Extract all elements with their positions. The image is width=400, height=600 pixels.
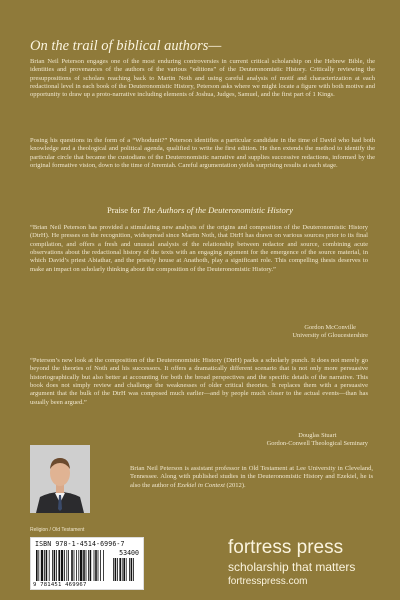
isbn-barcode <box>30 537 144 590</box>
barcode-bar <box>46 550 48 581</box>
barcode-bar <box>38 550 39 581</box>
category-label: Religion / Old Testament <box>30 527 85 533</box>
barcode-bar <box>90 550 92 581</box>
barcode-bar <box>78 550 79 581</box>
barcode-bar <box>98 550 99 581</box>
barcode-bar <box>103 550 104 581</box>
publisher-block <box>228 538 355 588</box>
endorsement-attribution-1 <box>292 324 368 340</box>
endorsement-quote-1: “Brian Neil Peterson has provided a stimulating new analysis of the origins and composition of the Deuteronomistic History (DtrH). He presses on the recognition, widespread since Martin Noth, that DtrH has drawn on various sources prior to its final compilation, and offers a fresh and unusual analysis of the relationship between redactor and source, combining acute observations about the redactional history of the texts with an engaging argument for the emergence of the source material, in which David’s priest Abiathar, and the priestly house at Anathoth, play a significant role. This compelling thesis deserves to make an impact on scholarly thinking about the composition of the Deuteronomistic History.” <box>30 224 368 273</box>
endorser-affiliation: Gordon-Conwell Theological Seminary <box>266 440 368 448</box>
barcode-bar <box>133 558 134 581</box>
barcode-bar <box>56 550 57 581</box>
barcode-digits: 9 781451 469967 <box>33 582 87 588</box>
barcode-bar <box>83 550 85 581</box>
barcode-bar <box>86 550 87 581</box>
endorser-affiliation: University of Gloucestershire <box>292 332 368 340</box>
barcode-bar <box>94 550 95 581</box>
barcode-bar <box>123 558 125 581</box>
bio-year: (2012). <box>224 481 246 489</box>
barcode-bar <box>117 558 118 581</box>
barcode-bar <box>64 550 65 581</box>
endorsement-quote-2: “Peterson’s new look at the composition of the Deuteronomistic History (DtrH) packs a scholarly punch. It does not merely go beyond the theories of Noth and his successors. It offers a dramatically different scenario that is not only more persuasive historiographically but also better at accounting for both the broad perspectives and the specific details of the narrative. This book does not simply review and challenge the weaknesses of older critical theories. It replaces them with a persuasive argument that the bulk of the DtrH was composed much earlier—and by people much closer to the actual events—than has usually been argued.” <box>30 357 368 406</box>
barcode-bar <box>131 558 133 581</box>
barcode-bar <box>44 550 45 581</box>
barcode-bar <box>41 550 43 581</box>
barcode-bar <box>54 550 56 581</box>
author-photo <box>30 445 90 513</box>
endorser-name: Gordon McConville <box>304 324 357 331</box>
barcode-price-code: 53400 <box>119 549 139 557</box>
intro-paragraph-1: Brian Neil Peterson engages one of the most enduring controversies in current critical scholarship on the Hebrew Bible, the identities and provenances of the authors of the various “editions” of the Deuteronomistic History. Critically reviewing the presuppositions of scholars reaching back to Martin Noth and using careful analysis of motif and characterization at each redactional level in each book of the Deuteronomistic History, Peterson asks where we might locate a figure with both motive and opportunity to draw up a proto-narrative including elements of Joshua, Judges, Samuel, and the first part of 1 Kings. <box>30 58 375 99</box>
barcode-bar <box>68 550 69 581</box>
barcode-bar <box>119 558 121 581</box>
barcode-bar <box>80 550 82 581</box>
barcode-bar <box>126 558 127 581</box>
author-portrait-icon <box>30 445 90 513</box>
publisher-name: fortress press <box>228 537 344 558</box>
barcode-bar <box>74 550 75 581</box>
praise-book-title: The Authors of the Deuteronomistic History <box>142 205 293 215</box>
bio-book-title: Ezekiel in Context <box>177 481 225 489</box>
barcode-bar <box>61 550 63 581</box>
barcode-bar <box>129 558 130 581</box>
barcode-bar <box>52 550 53 581</box>
barcode-bar <box>71 550 73 581</box>
barcode-bar <box>122 558 123 581</box>
barcode-bar <box>95 550 97 581</box>
barcode-bar <box>58 550 60 581</box>
barcode-bar <box>115 558 117 581</box>
bio-text: Brian Neil Peterson is assistant professor in Old Testament at Lee University in Cleveland, Tennessee. Along with published studies in the Deuteronomistic History and Ezekiel, he is also the author of <box>130 465 373 489</box>
barcode-bar <box>100 550 101 581</box>
publisher-url[interactable]: fortresspress.com <box>228 576 308 587</box>
publisher-tagline: scholarship that matters <box>228 560 356 574</box>
barcode-bar <box>76 550 77 581</box>
barcode-bar <box>49 550 50 581</box>
barcode-isbn-text: ISBN 978-1-4514-6996-7 <box>35 540 125 548</box>
barcode-bar <box>113 558 114 581</box>
author-bio <box>130 465 373 490</box>
barcode-bar <box>66 550 67 581</box>
intro-paragraph-2: Posing his questions in the form of a “Whodunit?” Peterson identifies a particular candidate in the time of David who had both knowledge and a theological and political agenda, qualified to write the first edition. He then extends the method to identify the particular circle that became the custodians of the Deuteronomistic narrative and supplies successive redactions, informed by the original formative vision, down to the time of Jeremiah. Careful argumentation yields surprising results at each stage. <box>30 137 375 170</box>
barcode-bar <box>36 550 38 581</box>
endorsement-attribution-2 <box>267 432 368 448</box>
barcode-bar <box>88 550 89 581</box>
endorser-name: Douglas Stuart <box>298 432 337 439</box>
praise-heading <box>0 205 400 215</box>
praise-prefix: Praise for <box>107 205 143 215</box>
headline: On the trail of biblical authors— <box>30 38 222 54</box>
